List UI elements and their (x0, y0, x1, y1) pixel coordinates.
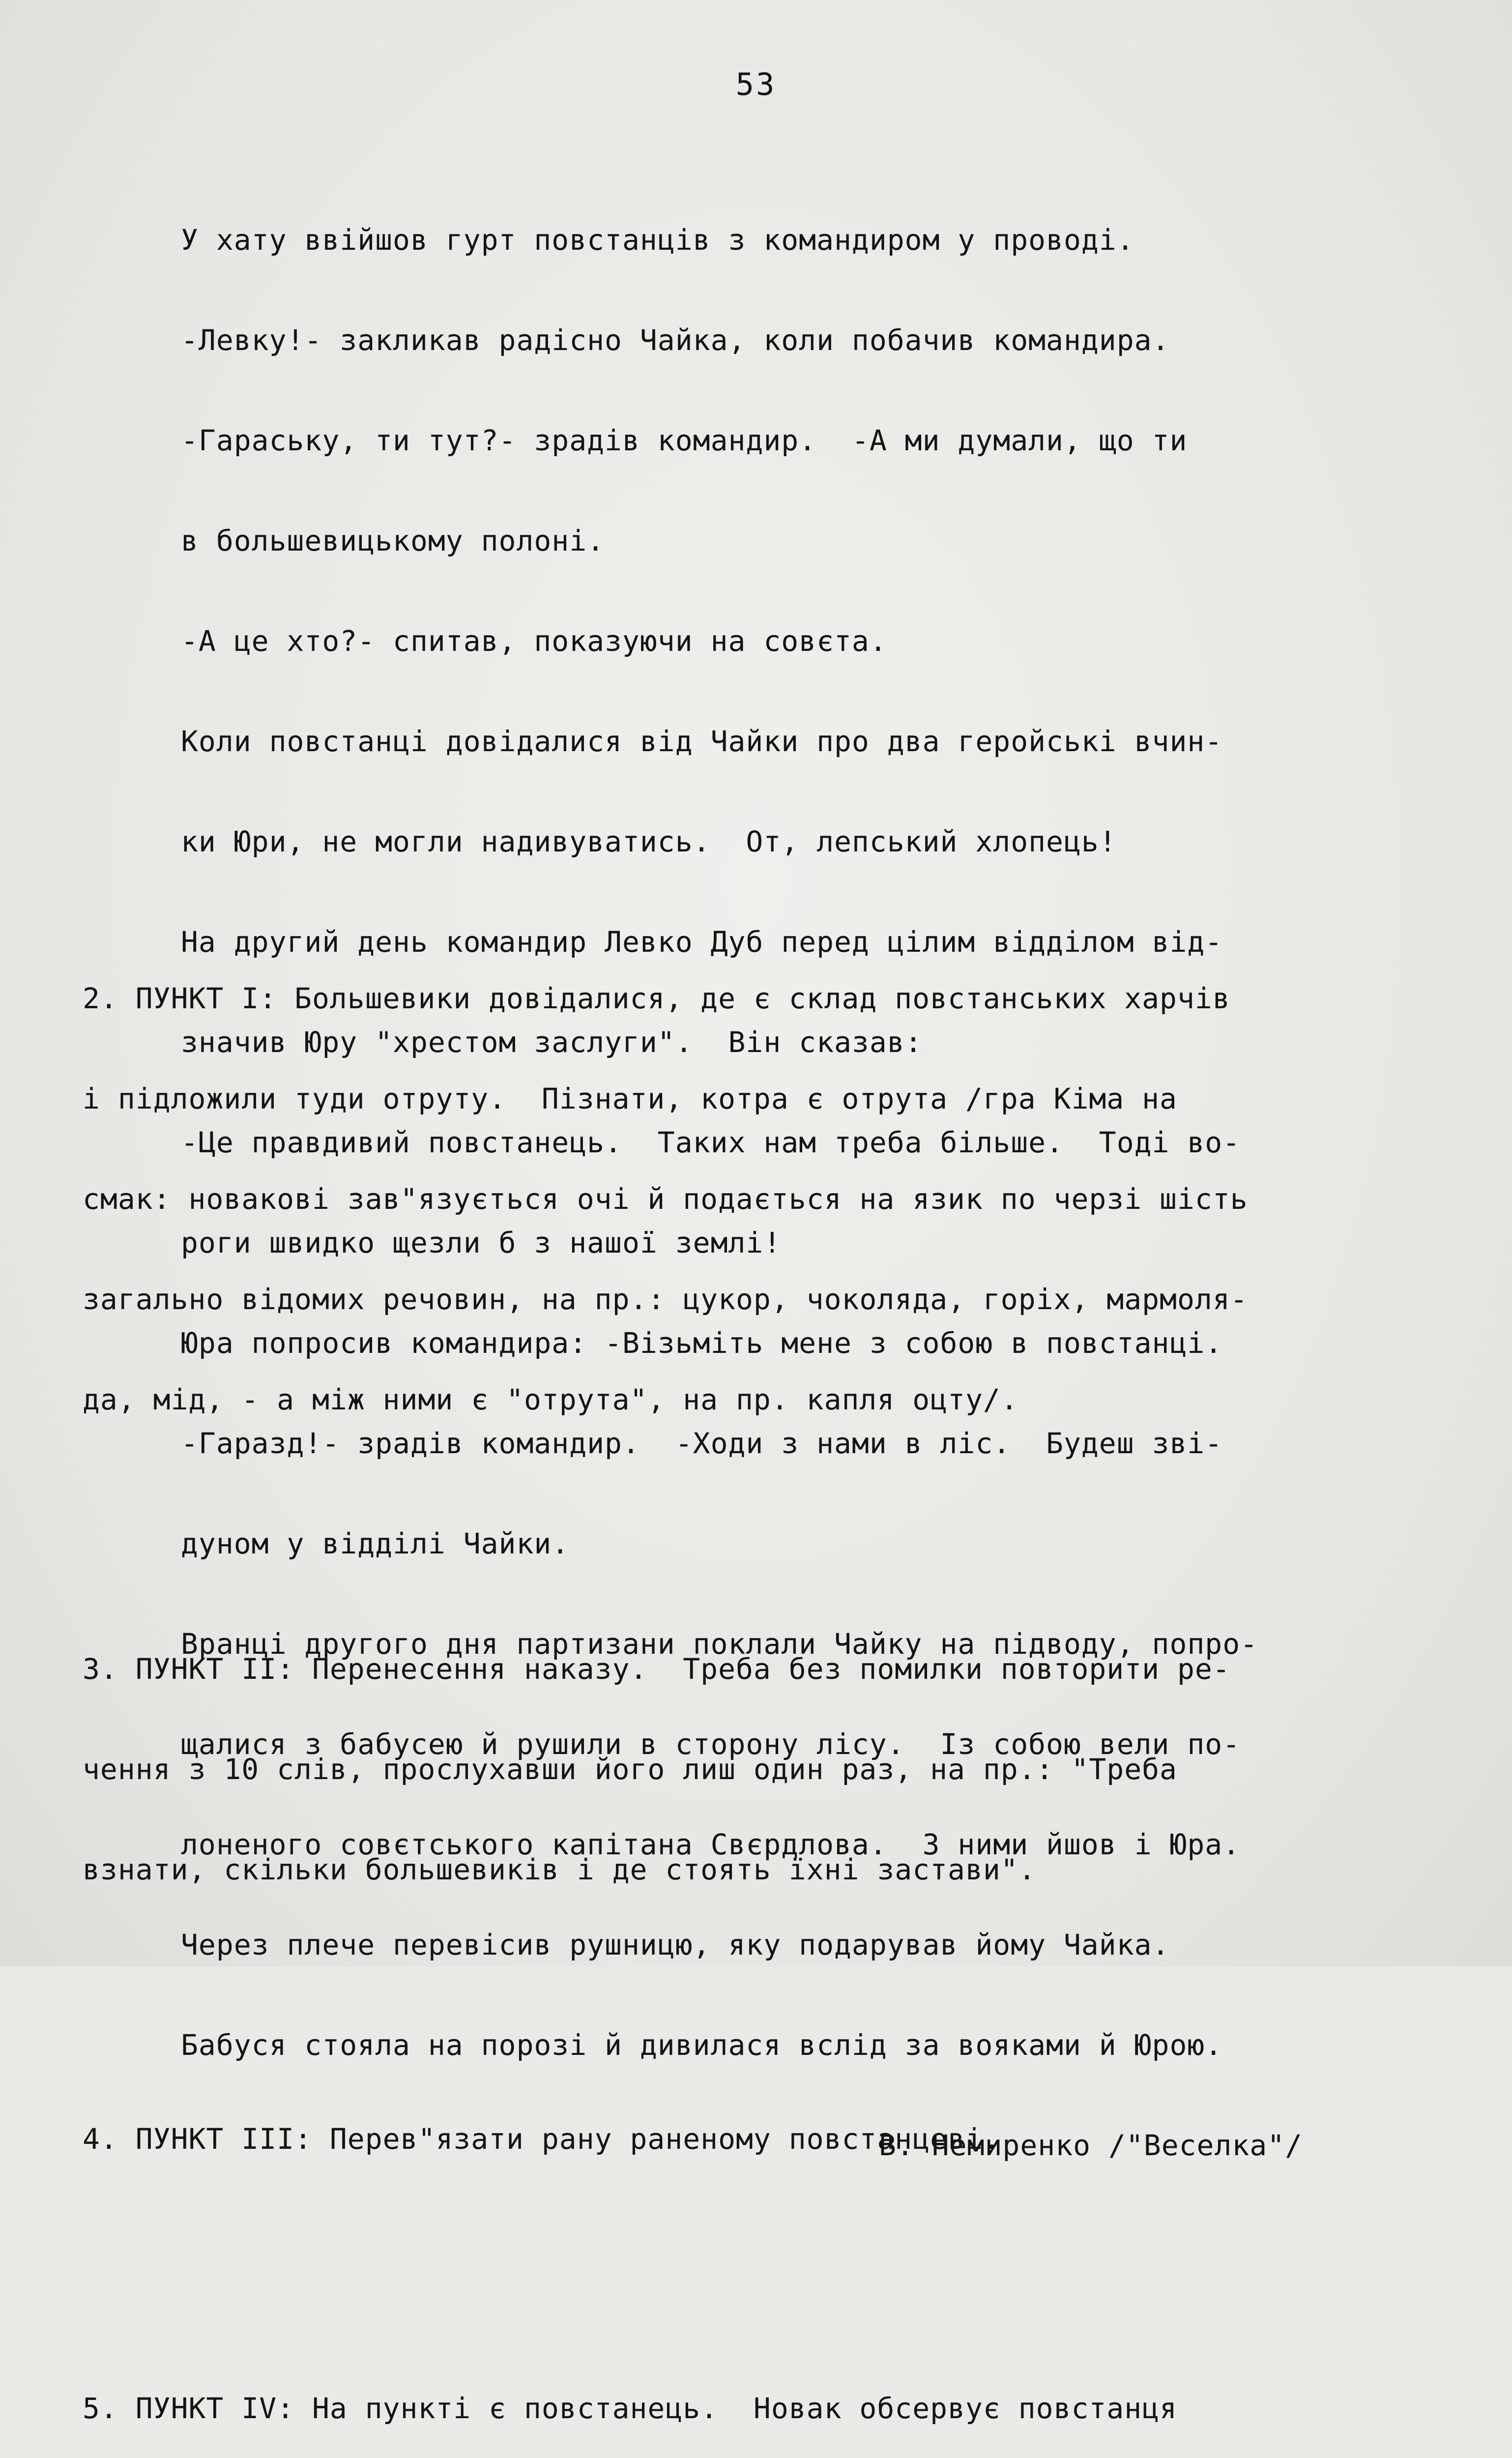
story-line: -А це хто?- спитав, показуючи на совєта. (181, 624, 887, 658)
item-line: і підложили туди отруту. Пізнати, котра є отрута /гра Кіма на (83, 1082, 1177, 1115)
item-line: смак: новакові зав"язується очі й подається на язик по черзі шість (83, 1182, 1248, 1216)
item-line: взнати, скільки большевиків і де стоять їхні застави". (83, 1853, 1036, 1886)
item-line: 3. ПУНКТ II: Перенесення наказу. Треба без помилки повторити ре- (83, 1652, 1230, 1686)
item-line: загально відомих речовин, на пр.: цукор, чоколяда, горіх, мармоля- (83, 1283, 1248, 1316)
program-item-4 (83, 2055, 1248, 2223)
page-number: 53 (735, 66, 777, 102)
story-line: На другий день командир Левко Дуб перед цілим відділом від- (181, 925, 1223, 959)
story-line: Бабуся стояла на порозі й дивилася вслід за вояками й Юрою. (181, 2028, 1223, 2062)
item-line: 5. ПУНКТ IV: На пункті є повстанець. Новак обсервує повстанця (83, 2392, 1177, 2425)
story-line: У хату ввійшов гурт повстанців з командиром у проводі. (181, 223, 1134, 257)
story-line: дуном у відділі Чайки. (181, 1527, 570, 1560)
program-item-2 (83, 915, 1248, 1483)
story-line: -Це правдивий повстанець. Таких нам треба більше. Тоді во- (181, 1126, 1241, 1159)
story-line: значив Юру "хрестом заслуги". Він сказав: (181, 1025, 923, 1059)
program-items (83, 848, 1248, 2458)
story-author: В. Немиренко /"Веселка"/ (879, 2129, 1303, 2162)
story-line: ки Юри, не могли надивуватись. От, лепський хлопець! (181, 825, 1117, 858)
story-line: -Гараську, ти тут?- зрадів командир. -А ми думали, що ти (181, 424, 1188, 457)
story-line: щалися з бабусею й рушили в сторону лісу. Із собою вели по- (181, 1727, 1241, 1761)
story-line: -Левку!- закликав радісно Чайка, коли побачив командира. (181, 323, 1170, 357)
item-line: да, мід, - а між ними є "отрута", на пр. капля оцту/. (83, 1383, 1018, 1416)
program-item-3 (83, 1585, 1248, 1953)
story-line: Через плече перевісив рушницю, яку подарував йому Чайка. (181, 1928, 1170, 1961)
item-line: чення з 10 слів, прослухавши його лиш один раз, на пр.: "Треба (83, 1753, 1177, 1786)
story-line: лоненого совєтського капітана Свєрдлова. З ними йшов і Юра. (181, 1828, 1241, 1861)
story-line: Вранці другого дня партизани поклали Чайку на підводу, попро- (181, 1627, 1258, 1661)
program-item-5 (83, 2325, 1248, 2458)
story-line: Коли повстанці довідалися від Чайки про два геройські вчин- (181, 725, 1223, 758)
story-line: в большевицькому полоні. (181, 524, 605, 557)
item-line: 2. ПУНКТ I: Большевики довідалися, де є склад повстанських харчів (83, 982, 1230, 1015)
story-line: -Гаразд!- зрадів командир. -Ходи з нами в ліс. Будеш зві- (181, 1427, 1223, 1460)
story-line: роги швидко щезли б з нашої землі! (181, 1226, 782, 1259)
item-line: 4. ПУНКТ III: Перев"язати рану раненому повстанцеві. (83, 2122, 1001, 2156)
story-line: Юра попросив командира: -Візьміть мене з собою в повстанці. (181, 1326, 1223, 1360)
